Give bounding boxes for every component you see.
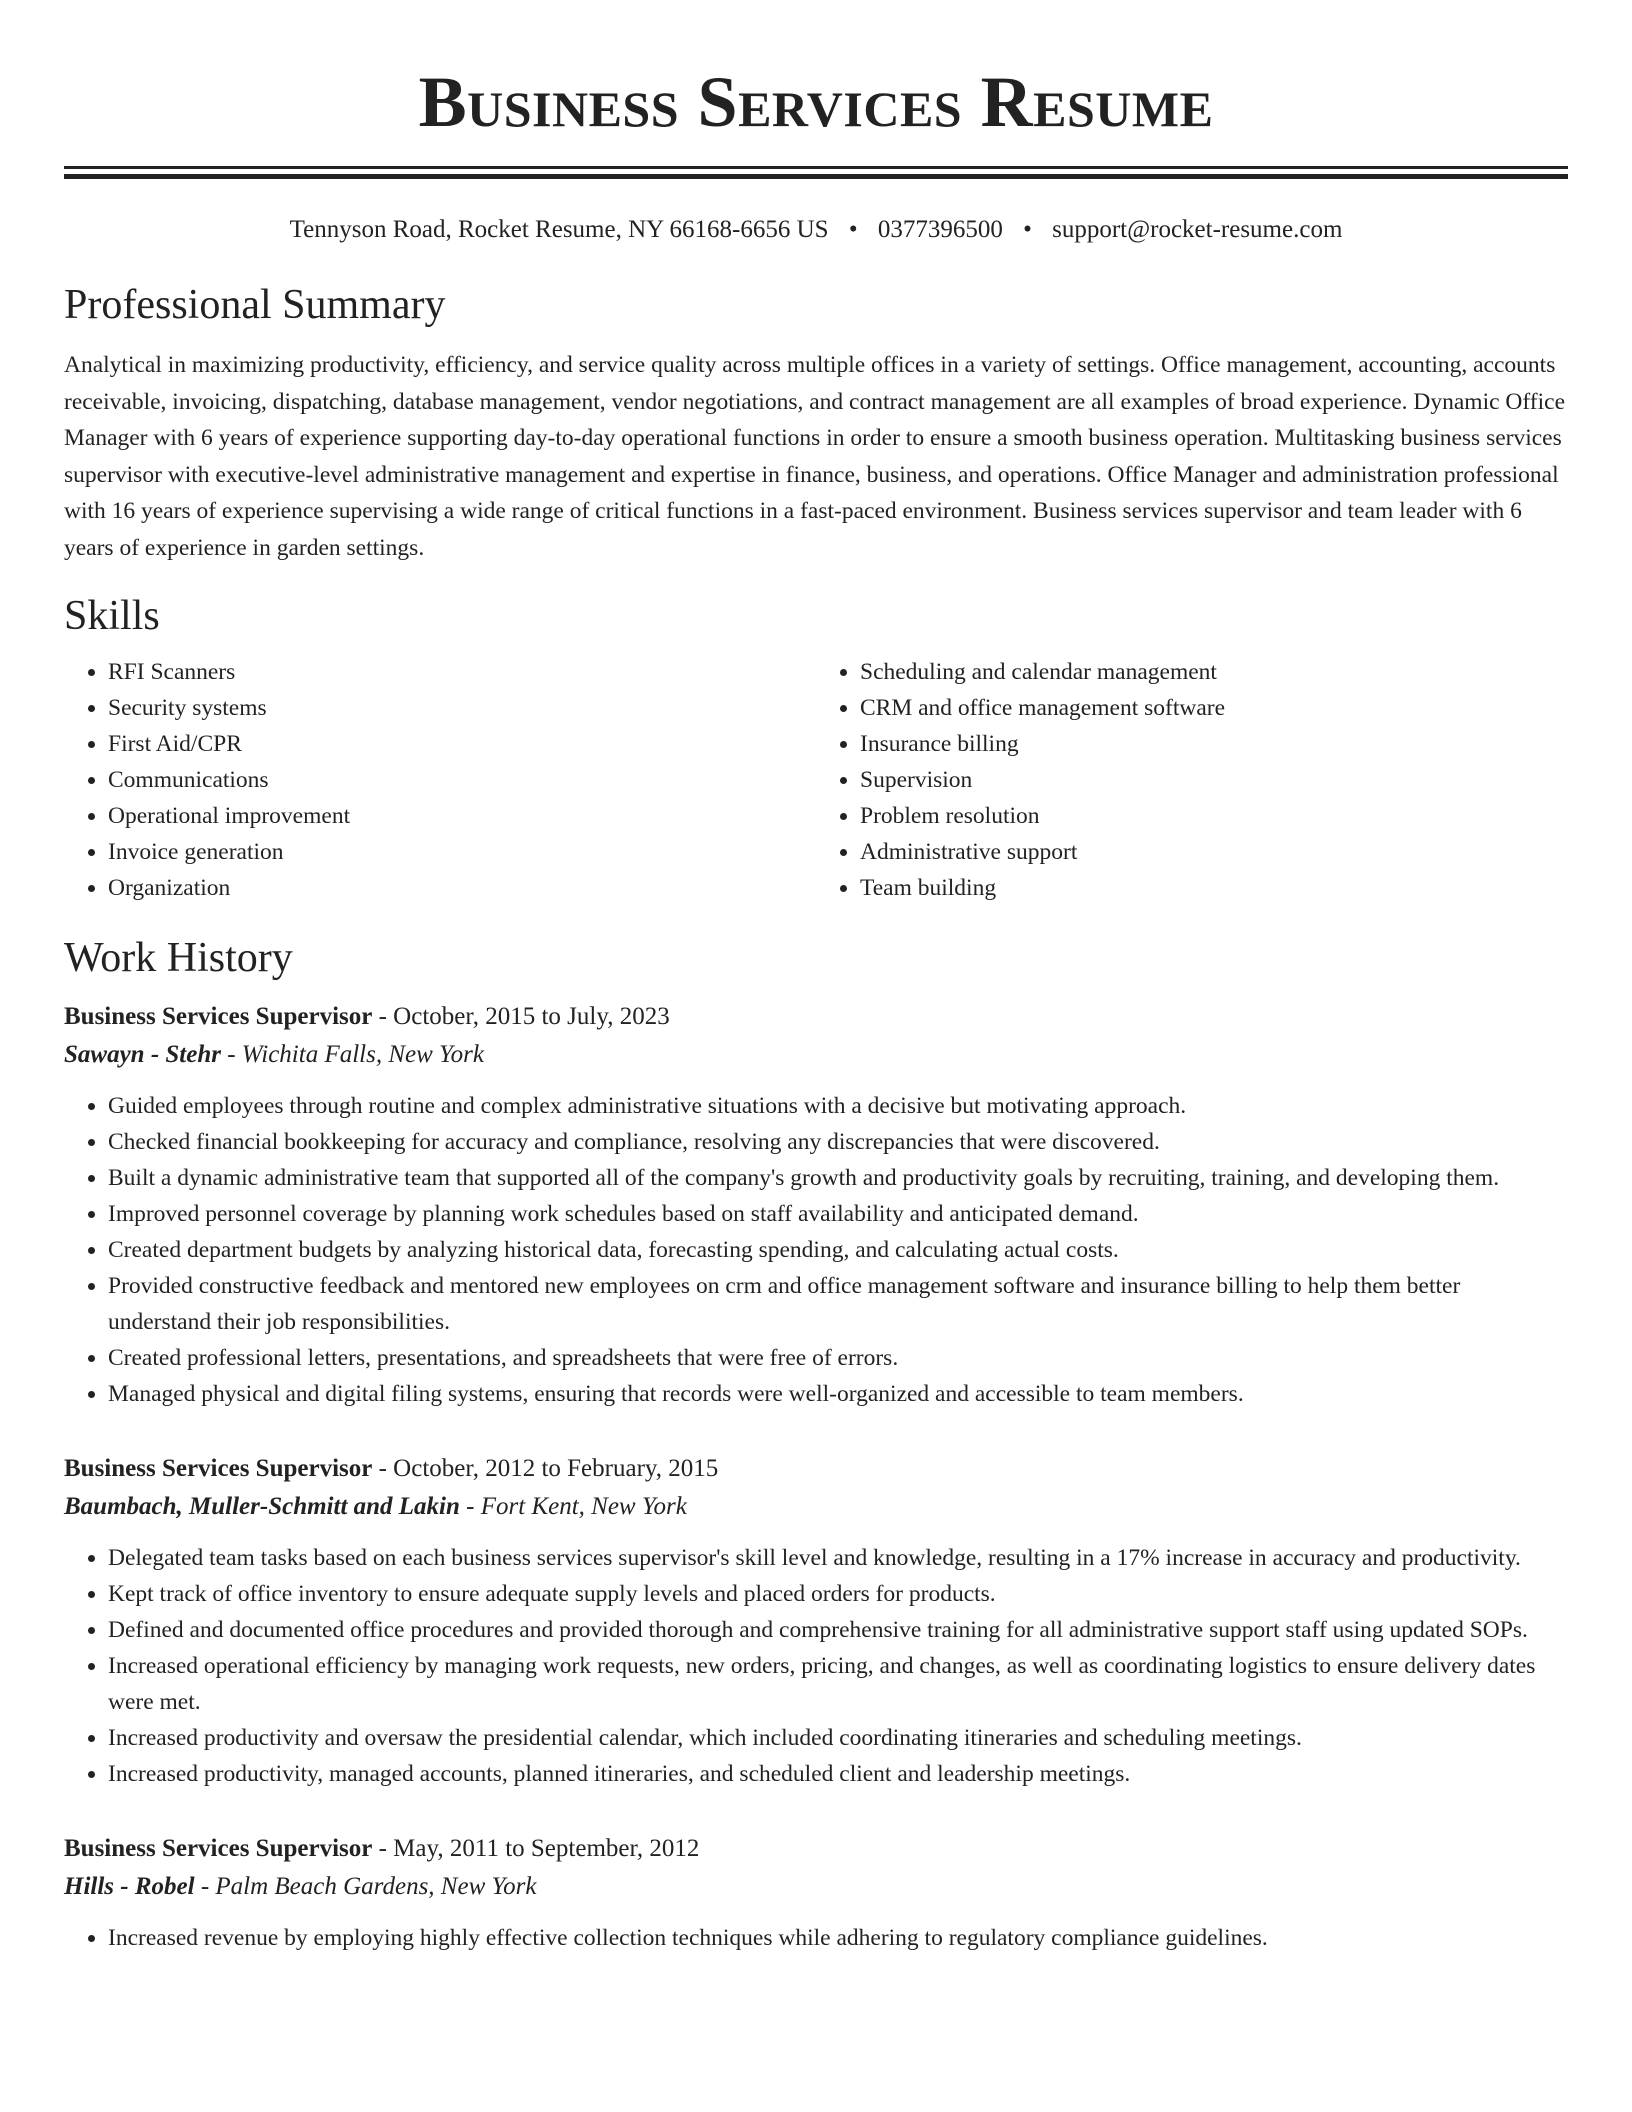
skill-item: • RFI Scanners: [108, 654, 816, 690]
job-bullet: • Guided employees through routine and complex administrative situations with a decisive but motivating approach.: [108, 1088, 1568, 1124]
job-dates: - October, 2012 to February, 2015: [372, 1455, 719, 1482]
job-bullets: [64, 1920, 1568, 1956]
summary-heading: Professional Summary: [64, 282, 446, 328]
job-entry: [64, 1450, 1568, 1792]
job-bullet: • Checked financial bookkeeping for accuracy and compliance, resolving any discrepancies that were discovered.: [108, 1124, 1568, 1160]
job-bullet: • Increased productivity, managed accounts, planned itineraries, and scheduled client and leadership meetings.: [108, 1756, 1568, 1792]
job-bullet: • Created professional letters, presentations, and spreadsheets that were free of errors.: [108, 1340, 1568, 1376]
job-bullet: • Defined and documented office procedures and provided thorough and comprehensive training for all administrative support staff using updated SOPs.: [108, 1612, 1568, 1648]
job-entry: [64, 998, 1568, 1412]
job-company-line: [64, 1868, 1568, 1906]
job-bullet: • Increased operational efficiency by managing work requests, new orders, pricing, and changes, as well as coordinating logistics to ensure delivery dates were met.: [108, 1648, 1568, 1720]
job-bullet: • Created department budgets by analyzing historical data, forecasting spending, and calculating actual costs.: [108, 1232, 1568, 1268]
summary-section: [64, 279, 1568, 566]
skill-item: • Communications: [108, 762, 816, 798]
contact-line: [64, 213, 1568, 247]
job-bullet: • Delegated team tasks based on each business services supervisor's skill level and knowledge, resulting in a 17% increase in accuracy and productivity.: [108, 1540, 1568, 1576]
job-location: - Wichita Falls, New York: [220, 1041, 484, 1068]
job-bullet: • Kept track of office inventory to ensure adequate supply levels and placed orders for products.: [108, 1576, 1568, 1612]
job-location: - Palm Beach Gardens, New York: [194, 1873, 537, 1900]
skill-item: • Problem resolution: [860, 798, 1568, 834]
skill-item: • Supervision: [860, 762, 1568, 798]
skill-item: • CRM and office management software: [860, 690, 1568, 726]
skill-item: • Insurance billing: [860, 726, 1568, 762]
skills-columns: [64, 654, 1568, 906]
job-title-line: [64, 1450, 1568, 1488]
job-company-line: [64, 1488, 1568, 1526]
skill-item: • Scheduling and calendar management: [860, 654, 1568, 690]
job-title-line: [64, 1830, 1568, 1868]
skill-item: • Team building: [860, 870, 1568, 906]
skill-item: • Administrative support: [860, 834, 1568, 870]
job-bullet: • Managed physical and digital filing systems, ensuring that records were well-organized and accessible to team members.: [108, 1376, 1568, 1412]
job-bullet: • Increased productivity and oversaw the presidential calendar, which included coordinating itineraries and scheduling meetings.: [108, 1720, 1568, 1756]
skills-list-left: [64, 654, 816, 906]
job-company: Hills - Robel: [64, 1873, 195, 1900]
skills-heading: Skills: [64, 593, 160, 639]
contact-separator: •: [848, 216, 858, 243]
job-bullet: • Improved personnel coverage by planning work schedules based on staff availability and anticipated demand.: [108, 1196, 1568, 1232]
skill-item: • Invoice generation: [108, 834, 816, 870]
resume-title: Business Services Resume: [418, 62, 1214, 142]
skill-item: • Operational improvement: [108, 798, 816, 834]
job-company-line: [64, 1036, 1568, 1074]
job-role: Business Services Supervisor: [64, 1455, 373, 1482]
job-role: Business Services Supervisor: [64, 1835, 373, 1862]
skills-section: [64, 590, 1568, 906]
skill-item: • Organization: [108, 870, 816, 906]
job-location: - Fort Kent, New York: [459, 1493, 687, 1520]
skills-list-right: [816, 654, 1568, 906]
summary-text: Analytical in maximizing productivity, efficiency, and service quality across multiple offices in a variety of settings. Office management, accounting, accounts receivable, invoicing, dispatching, database management, vendor negotiations, and contract management are all examples of broad experience. Dynamic Office Manager with 6 years of experience supporting day-to-day operational functions in order to ensure a smooth business operation. Multitasking business services supervisor with executive-level administrative management and expertise in finance, business, and operations. Office Manager and administration professional with 16 years of experience supervising a wide range of critical functions in a fast-paced environment. Business services supervisor and team leader with 6 years of experience in garden settings.: [64, 352, 1566, 561]
contact-address: Tennyson Road, Rocket Resume, NY 66168-6656 US: [289, 216, 829, 243]
title-divider: [64, 166, 1568, 179]
skill-item: • Security systems: [108, 690, 816, 726]
job-bullet: • Built a dynamic administrative team that supported all of the company's growth and productivity goals by recruiting, training, and developing them.: [108, 1160, 1568, 1196]
job-entry: [64, 1830, 1568, 1956]
job-role: Business Services Supervisor: [64, 1003, 373, 1030]
skill-item: • First Aid/CPR: [108, 726, 816, 762]
contact-email[interactable]: support@rocket-resume.com: [1052, 216, 1343, 243]
contact-separator: •: [1023, 216, 1032, 243]
job-dates: - October, 2015 to July, 2023: [372, 1003, 670, 1030]
work-history-heading: Work History: [64, 935, 293, 981]
job-company: Baumbach, Muller-Schmitt and Lakin: [64, 1493, 460, 1520]
job-bullets: [64, 1088, 1568, 1412]
job-dates: - May, 2011 to September, 2012: [372, 1835, 700, 1862]
job-bullets: [64, 1540, 1568, 1792]
work-history-section: [64, 932, 1568, 1956]
contact-phone[interactable]: 0377396500: [877, 216, 1003, 243]
job-title-line: [64, 998, 1568, 1036]
job-bullet: • Provided constructive feedback and mentored new employees on crm and office management software and insurance billing to help them better understand their job responsibilities.: [108, 1268, 1568, 1340]
job-company: Sawayn - Stehr: [64, 1041, 221, 1068]
job-bullet: • Increased revenue by employing highly effective collection techniques while adhering to regulatory compliance guidelines.: [108, 1920, 1568, 1956]
